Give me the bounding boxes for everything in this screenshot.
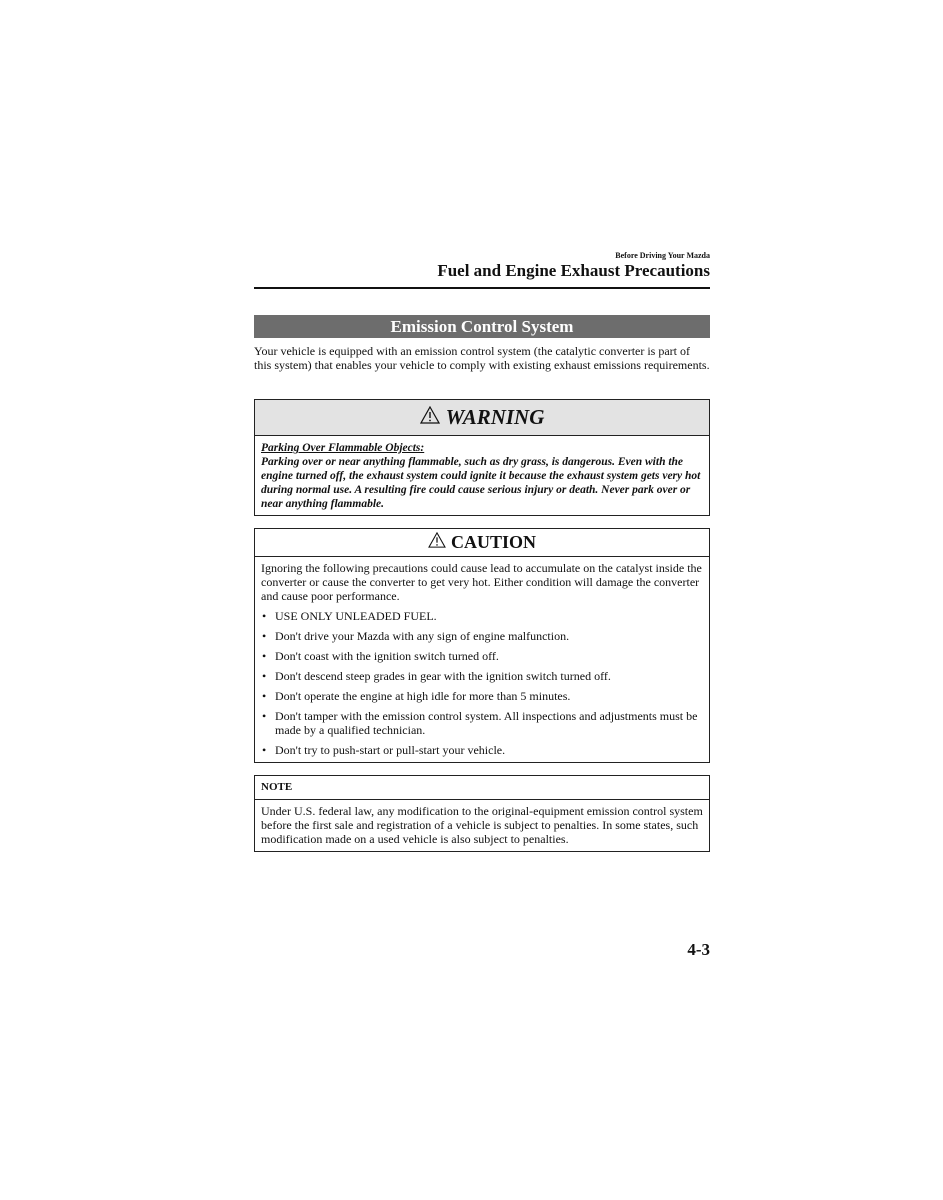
note-box [254,775,710,852]
section-title: Fuel and Engine Exhaust Precautions [437,261,710,280]
caution-body [255,557,709,757]
list-item: • Don't tamper with the emission control system. All inspections and adjustments must be made by a qualified technician. [261,709,703,737]
caution-list [261,609,703,757]
warning-box [254,399,710,516]
warning-text: Parking over or near anything flammable, such as dry grass, is dangerous. Even with the engine turned off, the exhaust system could ignite it because the exhaust system gets very hot during normal use. A resulting fire could cause serious injury or death. Never park over or near anything flammable. [261,456,701,510]
list-item: • Don't try to push-start or pull-start your vehicle. [261,743,703,757]
chapter-title: Before Driving Your Mazda [615,251,710,260]
caution-header [255,529,709,557]
caution-intro: Ignoring the following precautions could cause lead to accumulate on the catalyst inside the converter or cause the converter to get very hot. Either condition will damage the converter and cause poor performance. [261,561,702,603]
warning-triangle-icon [420,406,440,429]
warning-label: WARNING [445,405,545,429]
page-number: 4-3 [687,940,710,959]
list-item: • Don't drive your Mazda with any sign of engine malfunction. [261,629,703,643]
list-item: • Don't descend steep grades in gear with the ignition switch turned off. [261,669,703,683]
note-label: NOTE [255,776,709,800]
list-item: • Don't coast with the ignition switch turned off. [261,649,703,663]
caution-triangle-icon [428,532,446,553]
warning-subtitle: Parking Over Flammable Objects: [261,442,425,454]
warning-body [255,436,709,511]
list-item: • Don't operate the engine at high idle for more than 5 minutes. [261,689,703,703]
warning-header [255,400,709,436]
caution-box [254,528,710,763]
list-item: • USE ONLY UNLEADED FUEL. [261,609,703,623]
caution-label: CAUTION [450,532,536,552]
note-text: Under U.S. federal law, any modification to the original-equipment emission control system before the first sale and registration of a vehicle is subject to penalties. In some states, such modification made on a used vehicle is also subject to penalties. [261,804,703,846]
emission-intro: Your vehicle is equipped with an emission control system (the catalytic converter is part of this system) that enables your vehicle to comply with existing exhaust emissions requirements. [254,344,710,372]
title-rule [254,287,710,289]
emission-heading: Emission Control System [254,315,710,338]
